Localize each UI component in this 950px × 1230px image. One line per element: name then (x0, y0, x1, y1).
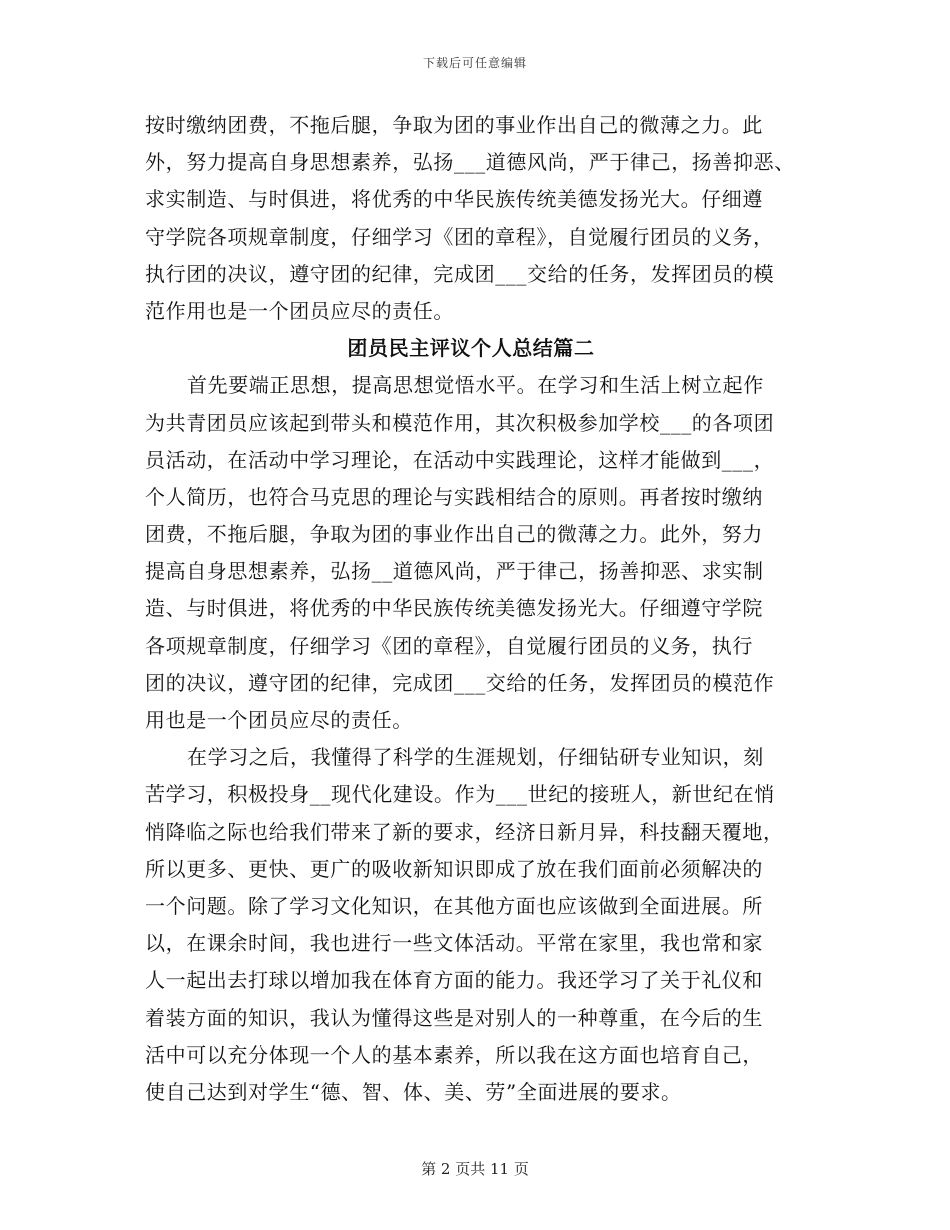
paragraph-line: 范作用也是一个团员应尽的责任。 (145, 298, 454, 323)
paragraph-line: 用也是一个团员应尽的责任。 (145, 708, 413, 732)
paragraph-line: 求实制造、与时俱进，将优秀的中华民族传统美德发扬光大。仔细遵 (145, 187, 763, 212)
paragraph-line: 一个问题。除了学习文化知识，在其他方面也应该做到全面进展。所 (145, 893, 763, 918)
paragraph-line: 提高自身思想素养，弘扬__道德风尚，严于律己，扬善抑恶、求实制 (145, 559, 764, 584)
paragraph-line: 按时缴纳团费，不拖后腿，争取为团的事业作出自己的微薄之力。此 (145, 113, 763, 137)
paragraph-line: 个人简历，也符合马克思的理论与实践相结合的原则。再者按时缴纳 (145, 484, 763, 509)
paragraph-line: 在学习之后，我懂得了科学的生涯规划，仔细钻研专业知识，刻 (187, 745, 764, 770)
paragraph-line: 悄降临之际也给我们带来了新的要求，经济日新月异，科技翻天覆地， (145, 819, 784, 844)
paragraph-line: 员活动，在活动中学习理论，在活动中实践理论，这样才能做到___， (145, 447, 775, 472)
paragraph-line: 以，在课余时间，我也进行一些文体活动。平常在家里，我也常和家 (145, 931, 763, 956)
paragraph-line: 所以更多、更快、更广的吸收新知识即成了放在我们面前必须解决的 (145, 856, 763, 881)
paragraph-line: 各项规章制度，仔细学习《团的章程》，自觉履行团员的义务，执行 (145, 633, 753, 658)
document-body (145, 107, 825, 1111)
paragraph-line: 团费，不拖后腿，争取为团的事业作出自己的微薄之力。此外，努力 (145, 522, 763, 547)
paragraph-line: 执行团的决议，遵守团的纪律，完成团___交给的任务，发挥团员的模 (145, 261, 775, 286)
paragraph-line: 人一起出去打球以增加我在体育方面的能力。我还学习了关于礼仪和 (145, 968, 763, 993)
paragraph-line: 活中可以充分体现一个人的基本素养，所以我在这方面也培育自己， (145, 1042, 763, 1067)
paragraph-line: 着装方面的知识，我认为懂得这些是对别人的一种尊重，在今后的生 (145, 1005, 763, 1030)
paragraph-line: 苦学习，积极投身__现代化建设。作为___世纪的接班人，新世纪在悄 (145, 782, 775, 807)
paragraph-line: 使自己达到对学生“德、智、体、美、劳”全面进展的要求。 (145, 1079, 682, 1104)
page-number-footer: 第 2 页共 11 页 (421, 1160, 529, 1178)
paragraph-line: 守学院各项规章制度，仔细学习《团的章程》，自觉履行团员的义务， (145, 224, 774, 249)
section-heading: 团员民主评议个人总结篇二 (347, 336, 595, 361)
paragraph-line: 为共青团员应该起到带头和模范作用，其次积极参加学校___的各项团 (145, 410, 775, 435)
paragraph-line: 造、与时俱进，将优秀的中华民族传统美德发扬光大。仔细遵守学院 (145, 596, 763, 621)
paragraph-line: 首先要端正思想，提高思想觉悟水平。在学习和生活上树立起作 (187, 373, 764, 398)
page-header: 下载后可任意编辑 (422, 56, 527, 70)
paragraph-line: 外，努力提高自身思想素养，弘扬___道德风尚，严于律己，扬善抑恶、 (145, 150, 795, 175)
paragraph-line: 团的决议，遵守团的纪律，完成团___交给的任务，发挥团员的模范作 (145, 670, 775, 695)
